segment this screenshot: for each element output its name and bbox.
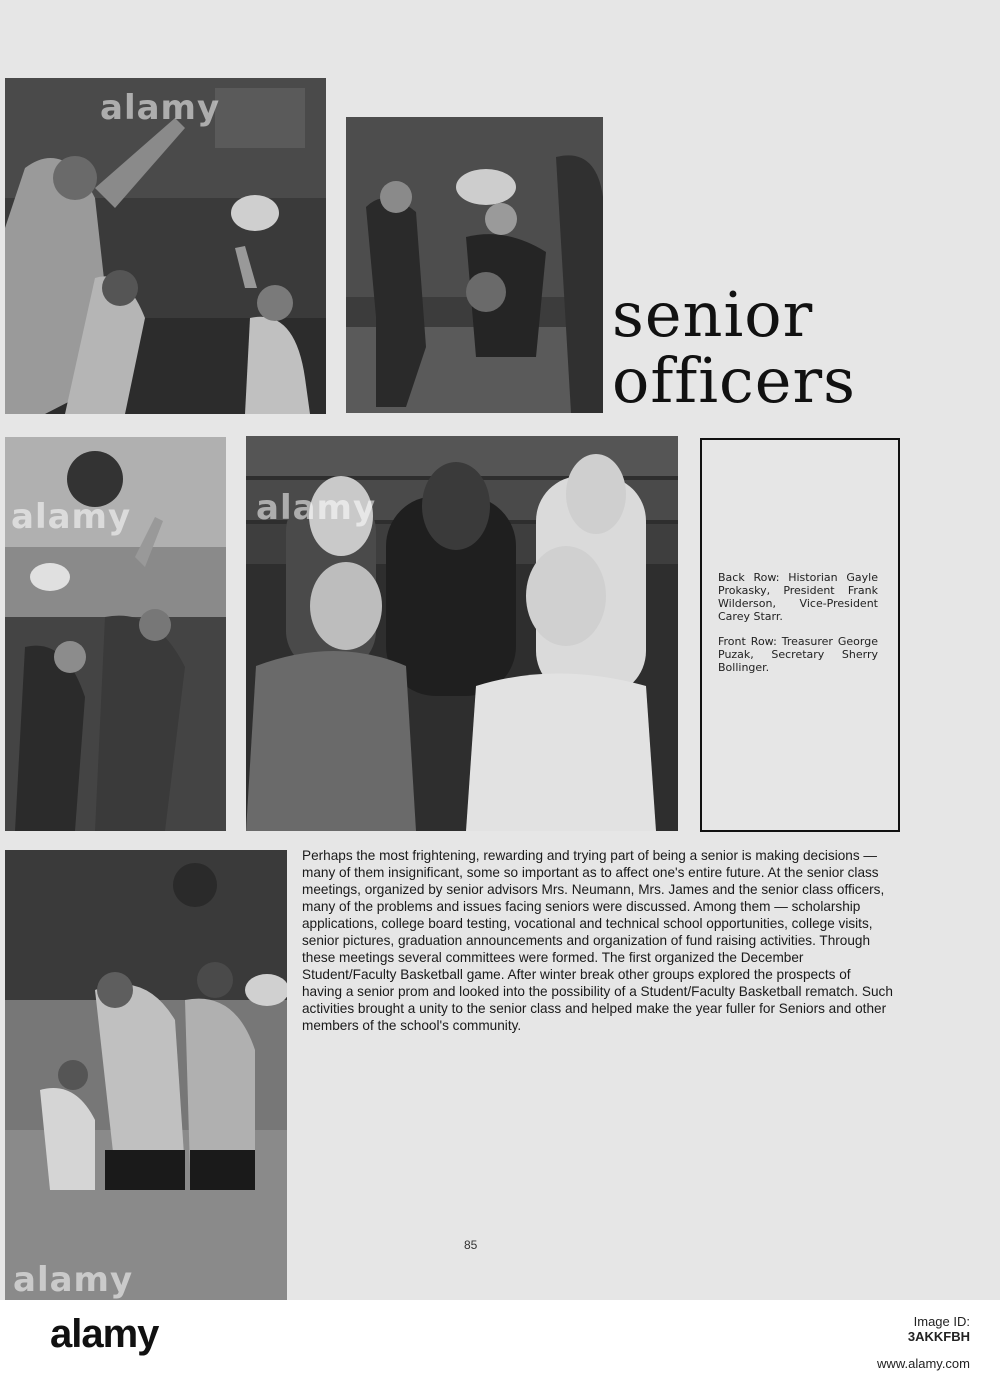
watermark-text: alamy (13, 1260, 134, 1300)
article-body: Perhaps the most frightening, rewarding and trying part of being a senior is making decisions — many of them insignificant, some so important as to affect one's entire future. At the senior class meetings, organized by senior advisors Mrs. Neumann, Mrs. James and the senior class officers, many of the problems and issues facing seniors were discussed. Among them — scholarship applications, college board testing, vocational and technical school opportunities, college visits, senior pictures, graduation announcements and organization of fund raising activities. Through these meetings several committees were formed. The first organized the December Student/Faculty Basketball game. After winter break other groups explored the prospects of having a senior prom and looked into the possibility of a Student/Faculty Basketball rematch. Such activities brought a unity to the senior class and helped make the year fuller for Seniors and other members of the school's community. (302, 848, 893, 1033)
caption-front-row: Front Row: Treasurer George Puzak, Secretary Sherry Bollinger. (718, 635, 878, 674)
photo-senior-officers-group (246, 436, 678, 831)
photo-girls-basketball (346, 117, 603, 413)
stock-footer (0, 1300, 1000, 1390)
photo-layup (5, 437, 226, 831)
title-line-2: officers (612, 344, 856, 417)
image-id (908, 1314, 970, 1344)
watermark-text: alamy (11, 497, 132, 537)
alamy-logo: alamy (50, 1312, 159, 1356)
image-id-label: Image ID: (913, 1314, 970, 1329)
photo-basketball-jump (5, 78, 326, 414)
page-title (612, 278, 912, 417)
image-id-value: 3AKKFBH (907, 1329, 970, 1344)
watermark-text: alamy (100, 88, 221, 128)
site-url[interactable]: www.alamy.com (877, 1356, 970, 1371)
title-line-1: senior (612, 278, 814, 351)
watermark-text: alamy (256, 488, 377, 528)
photo-rebound (5, 850, 287, 1300)
caption-back-row: Back Row: Historian Gayle Prokasky, President Frank Wilderson, Vice-President Carey Starr. (718, 571, 878, 623)
photo-caption (718, 571, 878, 686)
page-number: 85 (464, 1238, 478, 1252)
